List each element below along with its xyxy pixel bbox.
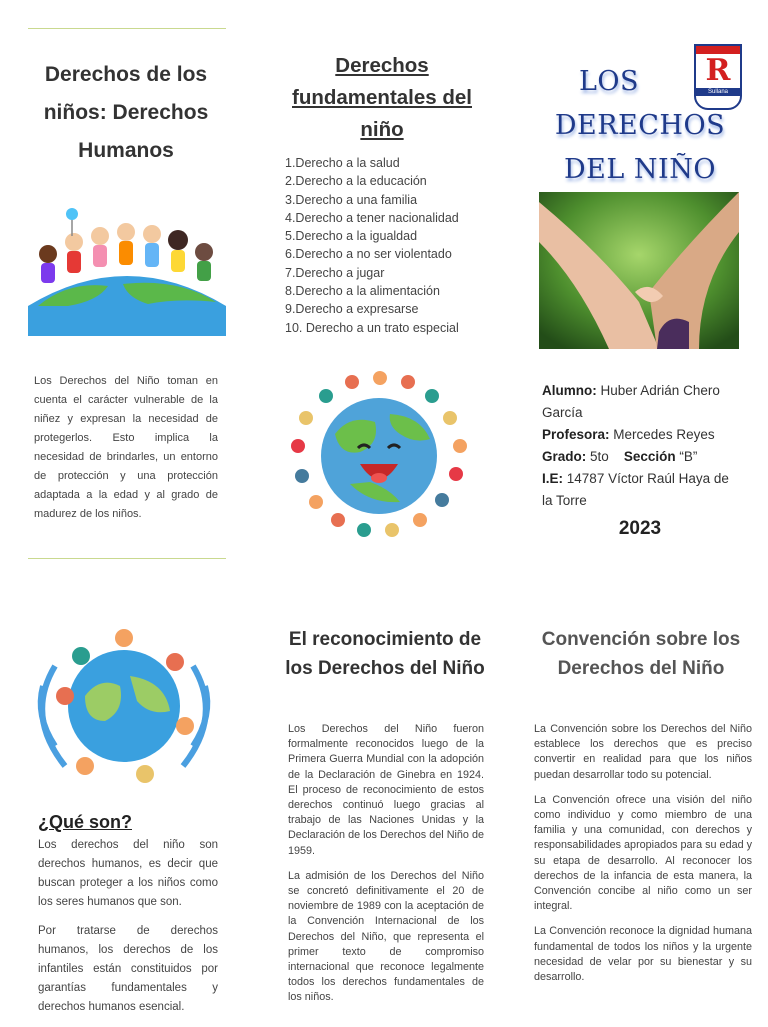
middle-panel-title: Derechos fundamentales del niño <box>292 54 472 141</box>
right-item: 9.Derecho a expresarse <box>285 302 419 317</box>
children-row <box>39 223 213 283</box>
reconocimiento-para2: La admisión de los Derechos del Niño se concretó definitivamente el 20 de noviembre de 1989 con la aceptación de la Convención Internacional de los Derechos del Niño, que representa el primer texto de compromiso internacional que reconoce legalmente todos los derechos fundamentales de los niños. <box>288 869 484 1004</box>
logo-letter: R <box>705 53 731 88</box>
reconocimiento-body <box>288 722 484 1016</box>
children-globe-illustration <box>28 206 226 336</box>
convencion-title: Convención sobre los Derechos del Niño <box>541 629 741 679</box>
que-son-para1: Los derechos del niño son derechos humanos, es decir que buscan proteger a los niños como los seres humanos que son. <box>38 839 218 908</box>
right-item: 8.Derecho a la alimentación <box>285 284 440 299</box>
grado-label: Grado: <box>542 449 587 464</box>
que-son-body <box>38 836 218 1027</box>
grado-row <box>542 446 742 468</box>
profesora-row <box>542 424 742 446</box>
pinwheel-icon <box>66 208 78 236</box>
convencion-body <box>534 722 752 995</box>
cover-title-line2: DERECHOS <box>554 110 726 141</box>
school-logo <box>694 44 742 110</box>
right-item: 10. Derecho a un trato especial <box>285 320 459 335</box>
ie-value: 14787 Víctor Raúl Haya de la Torre <box>542 471 729 508</box>
hands-holding-photo <box>539 192 739 349</box>
reconocimiento-para1: Los Derechos del Niño fueron formalmente reconocidos luego de la Primera Guerra Mundial con la adopción de la Declaración de Ginebra en 1924. El proceso de reconocimiento de estos derechos continuó luego gracias al trabajo de las Naciones Unidas y la Declaración de los Derechos del Niño de 1959. <box>288 723 484 857</box>
reconocimiento-title: El reconocimiento de los Derechos del Niño <box>285 629 485 679</box>
cover-title-line3: DEL NIÑO <box>564 154 716 185</box>
happy-earth-illustration <box>280 364 480 544</box>
alumno-value: Huber Adrián Chero García <box>542 383 720 420</box>
alumno-label: Alumno: <box>542 383 597 398</box>
convencion-para1: La Convención sobre los Derechos del Niño establece los derechos que es preciso convertir en realidad para que los niños puedan desarrollar todo su potencial. <box>534 723 752 781</box>
top-divider-line <box>28 28 226 29</box>
left-panel-paragraph <box>34 372 218 534</box>
un-children-emblem <box>25 626 223 790</box>
right-item: 1.Derecho a la salud <box>285 156 400 170</box>
year-label: 2023 <box>618 518 662 539</box>
left-panel-text: Los Derechos del Niño toman en cuenta el carácter vulnerable de la niñez y expresan la necesidad de protegerlos. Esto implica la necesidad de brindarles, un entorno de protección y una protección adaptada a la edad y al grado de madurez de los niños. <box>34 375 218 520</box>
right-item: 4.Derecho a tener nacionalidad <box>285 210 459 225</box>
ie-label: I.E: <box>542 471 564 486</box>
logo-text: Sullana <box>696 88 740 96</box>
que-son-heading: ¿Qué son? <box>38 812 132 832</box>
grado-value: 5to <box>590 449 609 464</box>
alumno-row <box>542 380 742 424</box>
profesora-label: Profesora: <box>542 427 610 442</box>
seccion-value: “B” <box>679 449 698 464</box>
bottom-divider-line <box>28 558 226 559</box>
right-item: 2.Derecho a la educación <box>285 174 427 189</box>
convencion-para2: La Convención ofrece una visión del niño como individuo y como miembro de una familia y una comunidad, con derechos y responsabilidades apropiados para su edad y su etapa de desarrollo. Al reconocer los derechos de la infancia de esta manera, la Convención concibe al niño como un ser integral. <box>534 793 752 913</box>
student-info <box>542 380 742 512</box>
left-panel-title: Derechos de los niños: Derechos Humanos <box>43 63 209 162</box>
seccion-label: Sección <box>623 449 676 464</box>
rights-list <box>285 154 485 337</box>
profesora-value: Mercedes Reyes <box>613 427 715 442</box>
ie-row <box>542 468 742 512</box>
cover-title-line1: LOS <box>578 66 640 97</box>
right-item: 5.Derecho a la igualdad <box>285 229 418 244</box>
right-item: 6.Derecho a no ser violentado <box>285 247 452 262</box>
right-item: 3.Derecho a una familia <box>285 192 418 207</box>
que-son-para2: Por tratarse de derechos humanos, los derechos de los infantiles están constituidos por garantías fundamentales y derechos humanos esencial. <box>38 925 218 1013</box>
right-item: 7.Derecho a jugar <box>285 265 385 280</box>
convencion-para3: La Convención reconoce la dignidad humana fundamental de todos los niños y la urgente necesidad de velar por su bienestar y su desarrollo. <box>534 925 752 984</box>
